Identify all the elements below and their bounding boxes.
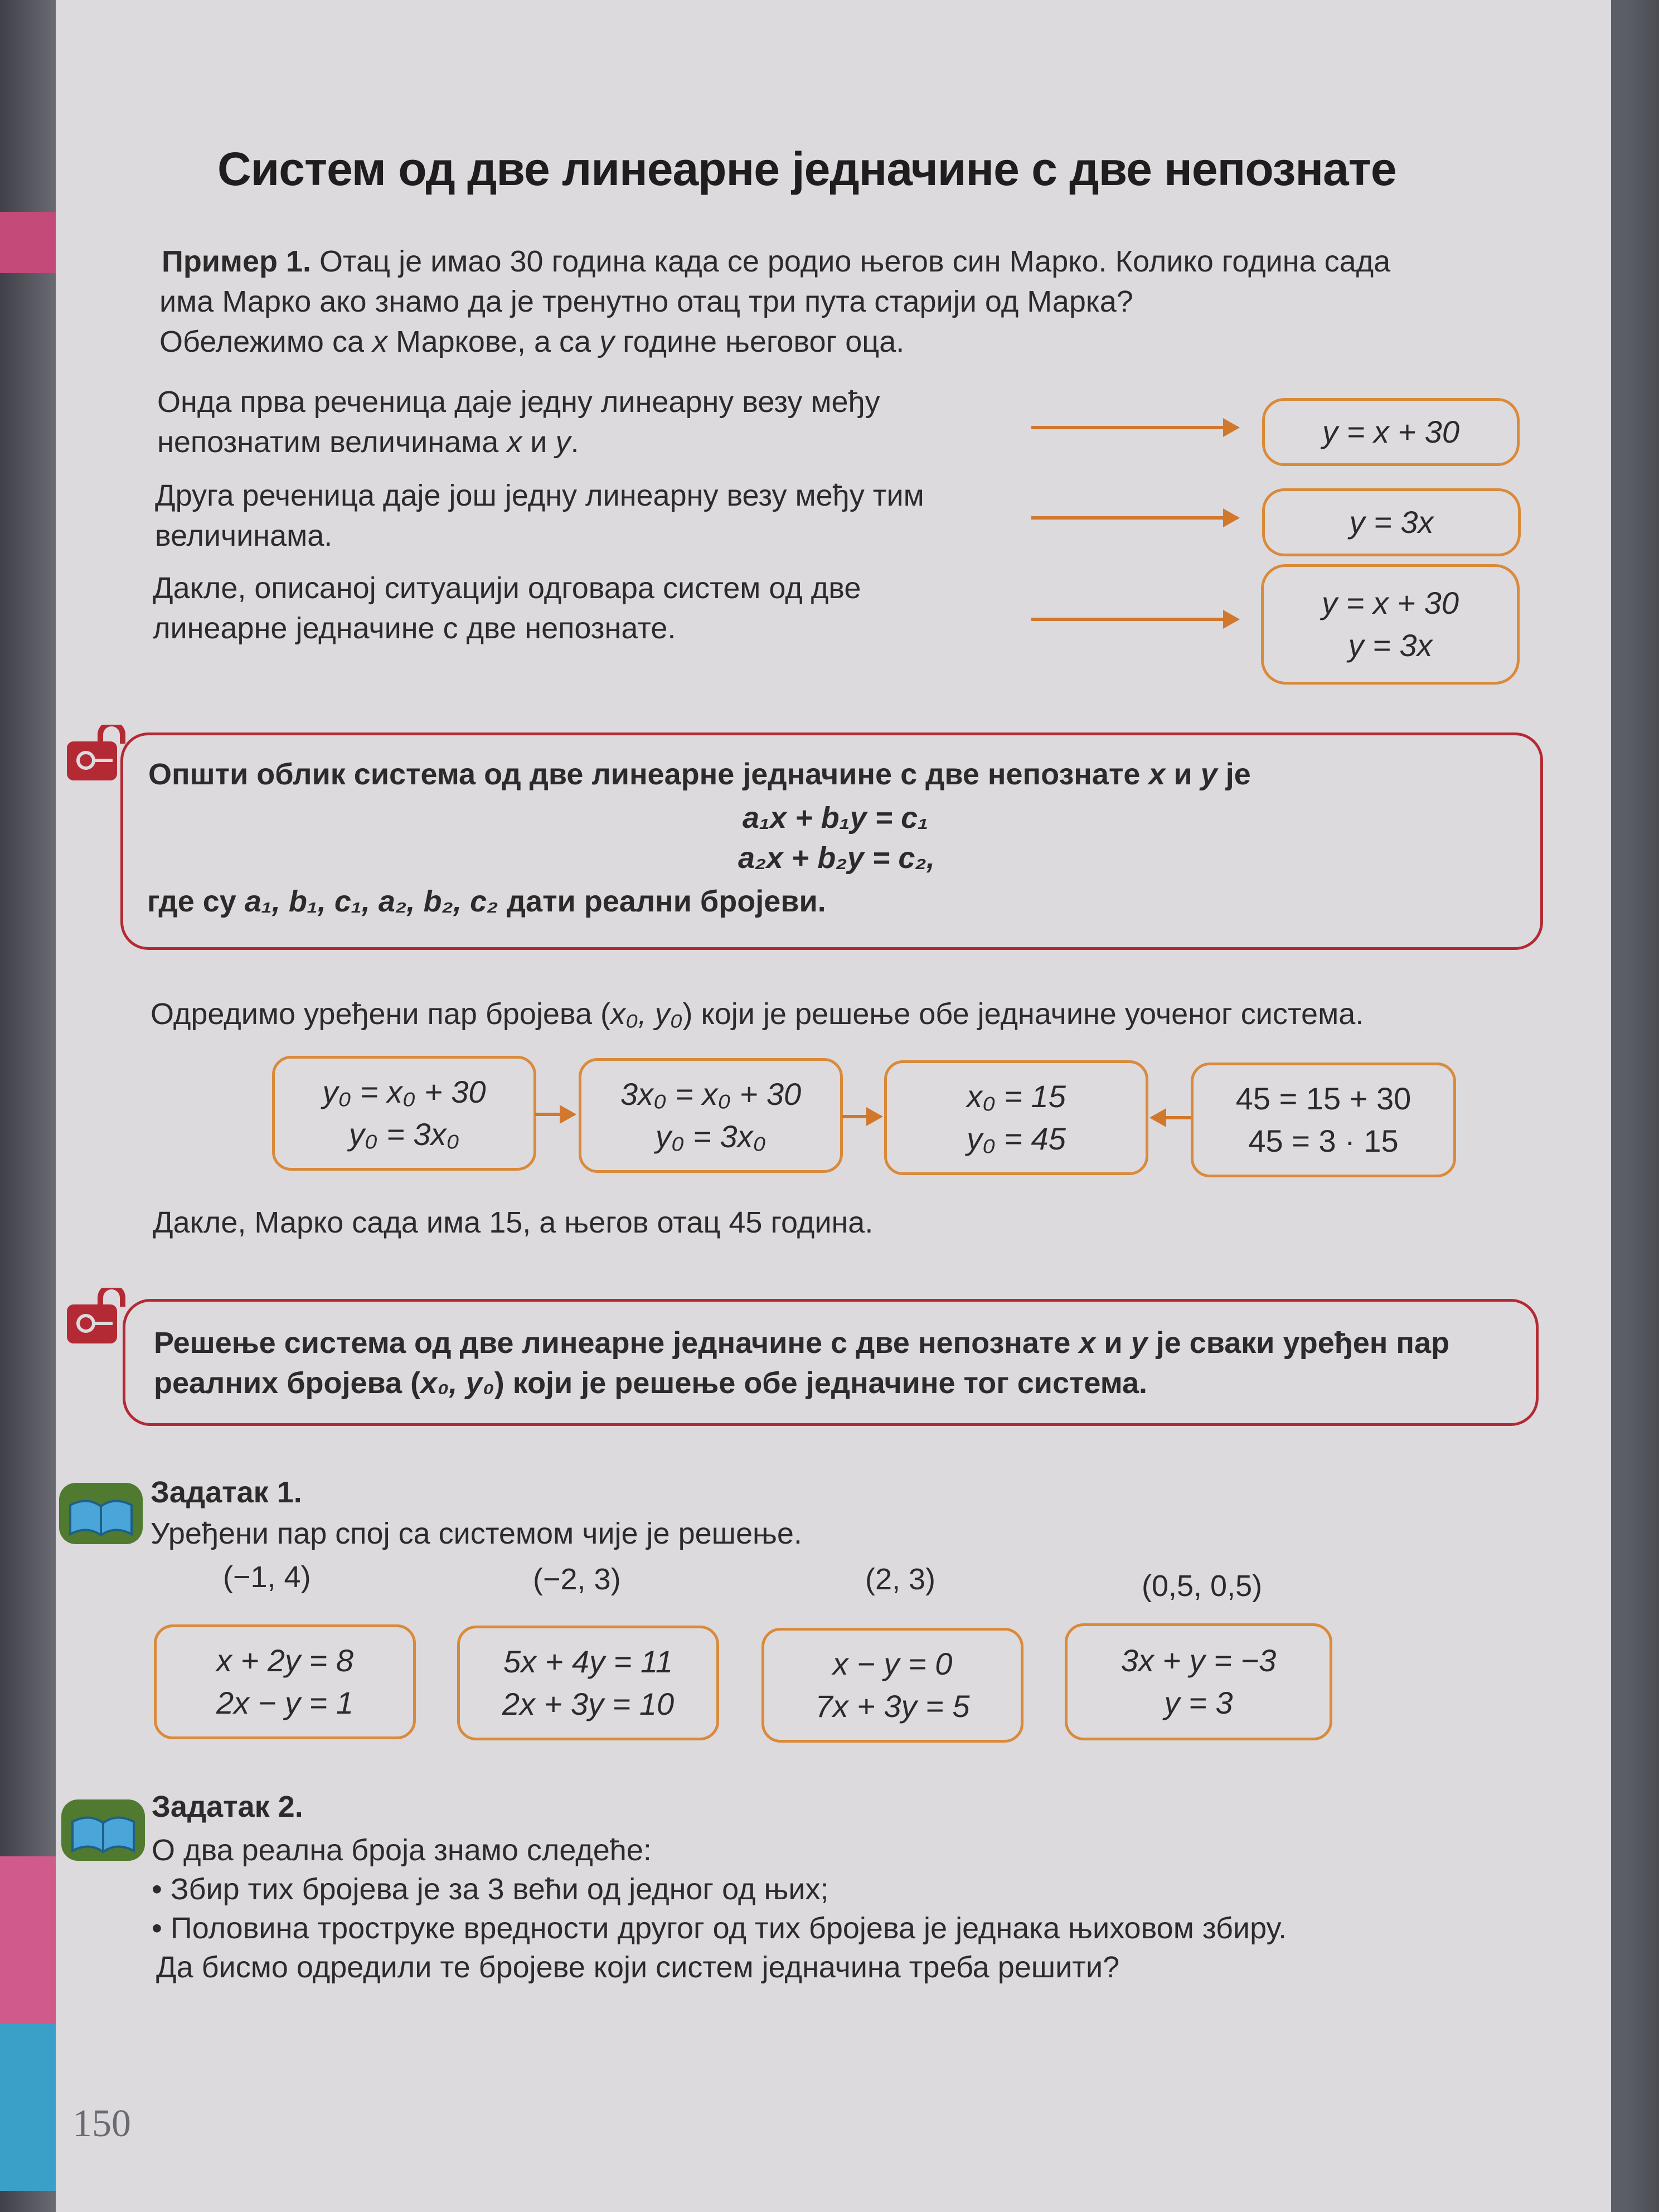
task2-line-4: Да бисмо одредили те бројеве који систем једначина треба решити? [156, 1951, 1120, 1984]
page-tab-blue [0, 2024, 56, 2191]
general-equation-2: a₂x + b₂y = c₂, [738, 841, 935, 875]
equation: 3x₀ = x₀ + 30 [620, 1076, 802, 1112]
vars: x₀, y₀ [420, 1366, 494, 1400]
text: ) који је решење обе једначине уоченог система. [682, 997, 1364, 1031]
task1-system-4 [1065, 1623, 1332, 1740]
var-y: y [599, 325, 615, 358]
solution-step-4 [1191, 1063, 1456, 1177]
open-book-icon [59, 1483, 143, 1544]
arrow-right-icon [842, 1115, 881, 1118]
var-y: y [1200, 758, 1217, 791]
page-tab-pink-lower [0, 1856, 56, 2024]
task1-pair-1: (−1, 4) [223, 1560, 311, 1594]
relation-1-and: и [522, 425, 556, 459]
var-x: x [1079, 1326, 1096, 1360]
var-x: x [372, 325, 387, 358]
text: Решење система од две линеарне једначине с две непознате [154, 1326, 1079, 1360]
text: ) који је решење обе једначине тог система. [494, 1366, 1148, 1400]
relation-2-box [1262, 488, 1521, 556]
page-title: Систем од две линеарне једначине с две непознате [217, 143, 1396, 195]
relation-2-line-1: Друга реченица даје још једну линеарну везу међу тим [155, 479, 924, 512]
task2-label: Задатак 2. [152, 1790, 303, 1823]
task1-system-2 [457, 1626, 719, 1740]
equation: y₀ = 45 [967, 1121, 1066, 1156]
example-text-3b: Маркове, а са [387, 325, 600, 358]
general-form-footer [147, 881, 826, 922]
relation-1-period: . [570, 425, 579, 459]
heading-end: је [1217, 758, 1251, 791]
equation: y = 3x [1349, 505, 1434, 540]
task2-line-1: О два реална броја знамо следеће: [152, 1833, 652, 1867]
task1-pair-4: (0,5, 0,5) [1142, 1569, 1263, 1603]
conclusion-text: Дакле, Марко сада има 15, а његов отац 45 година. [153, 1206, 874, 1239]
example-line-1 [162, 241, 1390, 282]
text: Одредимо уређени пар бројева ( [151, 997, 610, 1031]
relation-2-line-2: величинама. [155, 519, 333, 552]
solution-step-1 [272, 1056, 536, 1171]
page-shadow [1626, 0, 1659, 2212]
relation-3-line-2: линеарне једначине с две непознате. [153, 612, 676, 645]
example-text-3c: године његовог оца. [614, 325, 905, 358]
equation: 7x + 3y = 5 [815, 1689, 970, 1724]
equation: 2x − y = 1 [216, 1685, 353, 1720]
definition-line-2 [154, 1362, 1147, 1404]
equation: y = 3 [1164, 1685, 1233, 1720]
relation-3-box [1261, 564, 1520, 685]
page-tab-pink [0, 212, 56, 273]
relation-3-line-1: Дакле, описаној ситуацији одговара систем од две [153, 571, 861, 605]
heading-text: Општи облик система од две линеарне једначине с две непознате [148, 758, 1149, 791]
task1-pair-2: (−2, 3) [533, 1563, 621, 1596]
footer-text-end: дати реални бројеви. [498, 885, 826, 918]
task1-system-3 [761, 1628, 1023, 1743]
vars: x₀, y₀ [610, 997, 683, 1031]
definition-line-1 [154, 1322, 1449, 1364]
equation: 2x + 3y = 10 [502, 1686, 675, 1721]
equation: y = 3x [1348, 628, 1433, 663]
arrow-right-icon [1031, 426, 1238, 429]
task2-line-2: • Збир тих бројева је за 3 већи од једног од њих; [152, 1873, 829, 1906]
ordered-pair-text [151, 993, 1364, 1035]
var-x: x [507, 425, 522, 459]
text: реалних бројева ( [154, 1366, 421, 1400]
open-book-icon [61, 1799, 145, 1861]
example-text-3a: Обележимо са [159, 325, 372, 358]
arrow-right-icon [1031, 618, 1238, 621]
text: и [1095, 1326, 1131, 1360]
heading-and: и [1165, 758, 1201, 791]
example-label: Пример 1. [162, 245, 311, 278]
coefficients: a₁, b₁, c₁, a₂, b₂, c₂ [244, 885, 498, 918]
equation: 45 = 15 + 30 [1235, 1081, 1411, 1116]
equation: y = x + 30 [1322, 585, 1459, 620]
arrow-left-icon [1152, 1116, 1191, 1119]
relation-1-line-2 [157, 421, 579, 463]
equation: x − y = 0 [832, 1646, 953, 1681]
relation-1-text: непознатим величинама [157, 425, 507, 459]
example-line-2: има Марко ако знамо да је тренутно отац три пута старији од Марка? [159, 285, 1133, 318]
equation: y = x + 30 [1322, 414, 1459, 449]
task1-system-1 [154, 1624, 416, 1739]
arrow-right-icon [1031, 516, 1238, 520]
equation: 45 = 3 · 15 [1248, 1123, 1399, 1158]
equation: x₀ = 15 [967, 1079, 1066, 1114]
equation: y₀ = 3x₀ [655, 1119, 767, 1154]
var-y: y [555, 425, 571, 459]
general-equation-1: a₁x + b₁y = c₁ [743, 801, 929, 835]
equation: 3x + y = −3 [1120, 1643, 1277, 1678]
equation: y₀ = x₀ + 30 [322, 1074, 486, 1109]
task2-line-3: • Половина троструке вредности другог од тих бројева је једнака њиховом збиру. [152, 1912, 1287, 1945]
var-x: x [1148, 758, 1166, 791]
equation: y₀ = 3x₀ [348, 1117, 460, 1152]
task1-text: Уређени пар спој са системом чије је решење. [151, 1517, 802, 1550]
var-y: y [1131, 1326, 1148, 1360]
text: је сваки уређен пар [1147, 1326, 1450, 1360]
footer-text: где су [147, 885, 245, 918]
general-form-heading [148, 754, 1251, 795]
solution-step-3 [884, 1060, 1148, 1175]
equation: 5x + 4y = 11 [503, 1644, 673, 1679]
solution-step-2 [579, 1058, 843, 1173]
relation-1-box [1262, 398, 1520, 466]
example-text-1: Отац је имао 30 година када се родио његов син Марко. Колико година сада [319, 245, 1391, 278]
task1-label: Задатак 1. [151, 1476, 302, 1509]
task1-pair-3: (2, 3) [865, 1563, 936, 1596]
equation: x + 2y = 8 [216, 1643, 353, 1678]
arrow-right-icon [535, 1113, 574, 1116]
example-line-3 [159, 321, 904, 362]
page-number: 150 [72, 2102, 131, 2145]
relation-1-line-1: Онда прва реченица даје једну линеарну везу међу [157, 385, 880, 419]
